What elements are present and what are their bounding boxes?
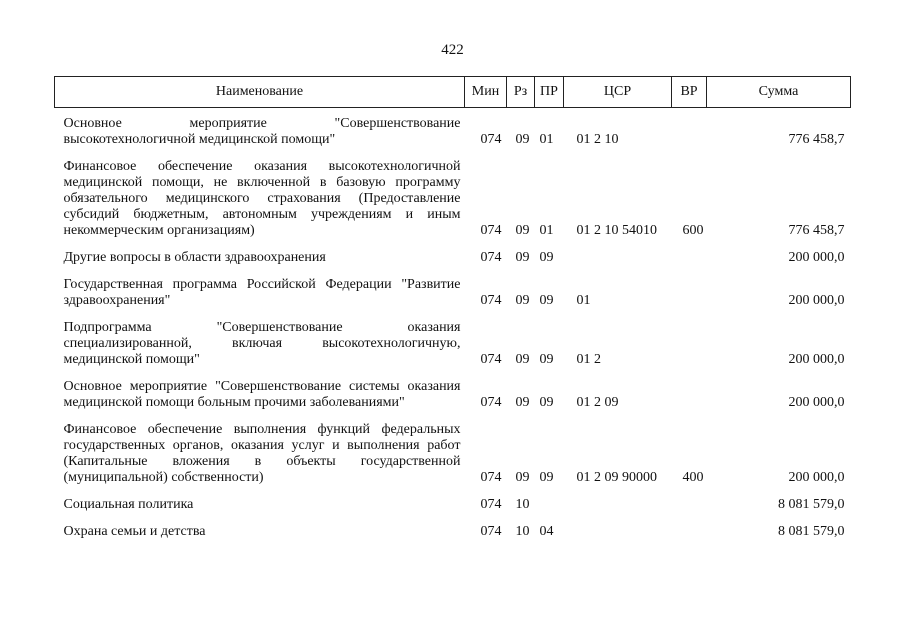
row-csr: 01 2 — [576, 352, 601, 367]
table-row — [55, 422, 851, 497]
row-pr: 04 — [539, 524, 554, 539]
table-header-row — [55, 77, 851, 108]
row-rz: 09 — [515, 470, 530, 485]
budget-table — [54, 76, 851, 551]
header-vr: ВР — [672, 77, 707, 108]
row-sum: 776 458,7 — [788, 223, 845, 238]
header-csr: ЦСР — [564, 77, 672, 108]
row-min: 074 — [480, 470, 502, 485]
row-sum: 200 000,0 — [788, 352, 845, 367]
row-pr: 01 — [539, 132, 554, 147]
row-min: 074 — [480, 223, 502, 238]
header-sum: Сумма — [707, 77, 851, 108]
row-rz: 09 — [515, 352, 530, 367]
page-number: 422 — [441, 42, 464, 58]
row-min: 074 — [480, 132, 502, 147]
row-csr — [564, 524, 672, 551]
row-sum: 200 000,0 — [788, 293, 845, 308]
row-vr — [672, 524, 707, 551]
row-vr — [672, 379, 707, 422]
row-rz: 09 — [515, 223, 530, 238]
row-name: Финансовое обеспечение оказания высокотехнологичной медицинской помощи, не включенной в базовую программу обязательного медицинского страхования (Предоставление субсидий бюджетным, автономным учреждениям и иным некоммерческим организациям) — [63, 159, 461, 238]
row-vr — [672, 277, 707, 320]
table-row — [55, 320, 851, 379]
row-pr — [535, 497, 564, 524]
row-csr: 01 — [576, 293, 591, 308]
row-name: Социальная политика — [63, 497, 194, 512]
row-vr — [672, 250, 707, 277]
header-pr: ПР — [535, 77, 564, 108]
row-name: Основное мероприятие "Совершенствование системы оказания медицинской помощи больным прочими заболеваниями" — [63, 379, 461, 410]
table-row — [55, 108, 851, 160]
row-sum: 200 000,0 — [788, 395, 845, 410]
table-row — [55, 379, 851, 422]
row-min: 074 — [480, 250, 502, 265]
row-csr — [564, 250, 672, 277]
table-row — [55, 277, 851, 320]
table-row — [55, 524, 851, 551]
row-rz: 09 — [515, 250, 530, 265]
row-name: Другие вопросы в области здравоохранения — [63, 250, 326, 265]
row-sum: 8 081 579,0 — [778, 524, 845, 539]
row-rz: 10 — [515, 497, 530, 512]
row-name: Подпрограмма "Совершенствование оказания специализированной, включая высокотехнологичную, медицинской помощи" — [63, 320, 461, 367]
row-name: Охрана семьи и детства — [63, 524, 206, 539]
row-rz: 09 — [515, 395, 530, 410]
header-name: Наименование — [55, 77, 465, 108]
row-sum: 776 458,7 — [788, 132, 845, 147]
row-rz: 09 — [515, 293, 530, 308]
row-csr: 01 2 10 54010 — [576, 223, 657, 238]
row-name: Финансовое обеспечение выполнения функций федеральных государственных органов, оказания услуг и выполнения работ (Капитальные вложения в объекты государственной (муниципальной) собственности) — [63, 422, 461, 485]
row-sum: 200 000,0 — [788, 250, 845, 265]
row-csr — [564, 497, 672, 524]
row-pr: 09 — [539, 470, 554, 485]
row-vr — [672, 108, 707, 160]
row-min: 074 — [480, 524, 502, 539]
row-sum: 200 000,0 — [788, 470, 845, 485]
header-rz: Рз — [507, 77, 535, 108]
row-min: 074 — [480, 352, 502, 367]
row-rz: 10 — [515, 524, 530, 539]
row-pr: 09 — [539, 250, 554, 265]
row-vr — [672, 320, 707, 379]
table-row — [55, 497, 851, 524]
row-csr: 01 2 09 — [576, 395, 619, 410]
row-pr: 01 — [539, 223, 554, 238]
row-sum: 8 081 579,0 — [778, 497, 845, 512]
row-name: Основное мероприятие "Совершенствование высокотехнологичной медицинской помощи" — [63, 116, 461, 147]
row-min: 074 — [480, 497, 502, 512]
row-vr — [672, 497, 707, 524]
table-row — [55, 159, 851, 250]
row-csr: 01 2 10 — [576, 132, 619, 147]
row-pr: 09 — [539, 352, 554, 367]
row-min: 074 — [480, 293, 502, 308]
row-min: 074 — [480, 395, 502, 410]
header-min: Мин — [465, 77, 507, 108]
table-row — [55, 250, 851, 277]
row-rz: 09 — [515, 132, 530, 147]
row-pr: 09 — [539, 293, 554, 308]
row-csr: 01 2 09 90000 — [576, 470, 657, 485]
row-vr: 600 — [682, 223, 704, 238]
row-pr: 09 — [539, 395, 554, 410]
row-name: Государственная программа Российской Федерации "Развитие здравоохранения" — [63, 277, 461, 308]
row-vr: 400 — [682, 470, 704, 485]
